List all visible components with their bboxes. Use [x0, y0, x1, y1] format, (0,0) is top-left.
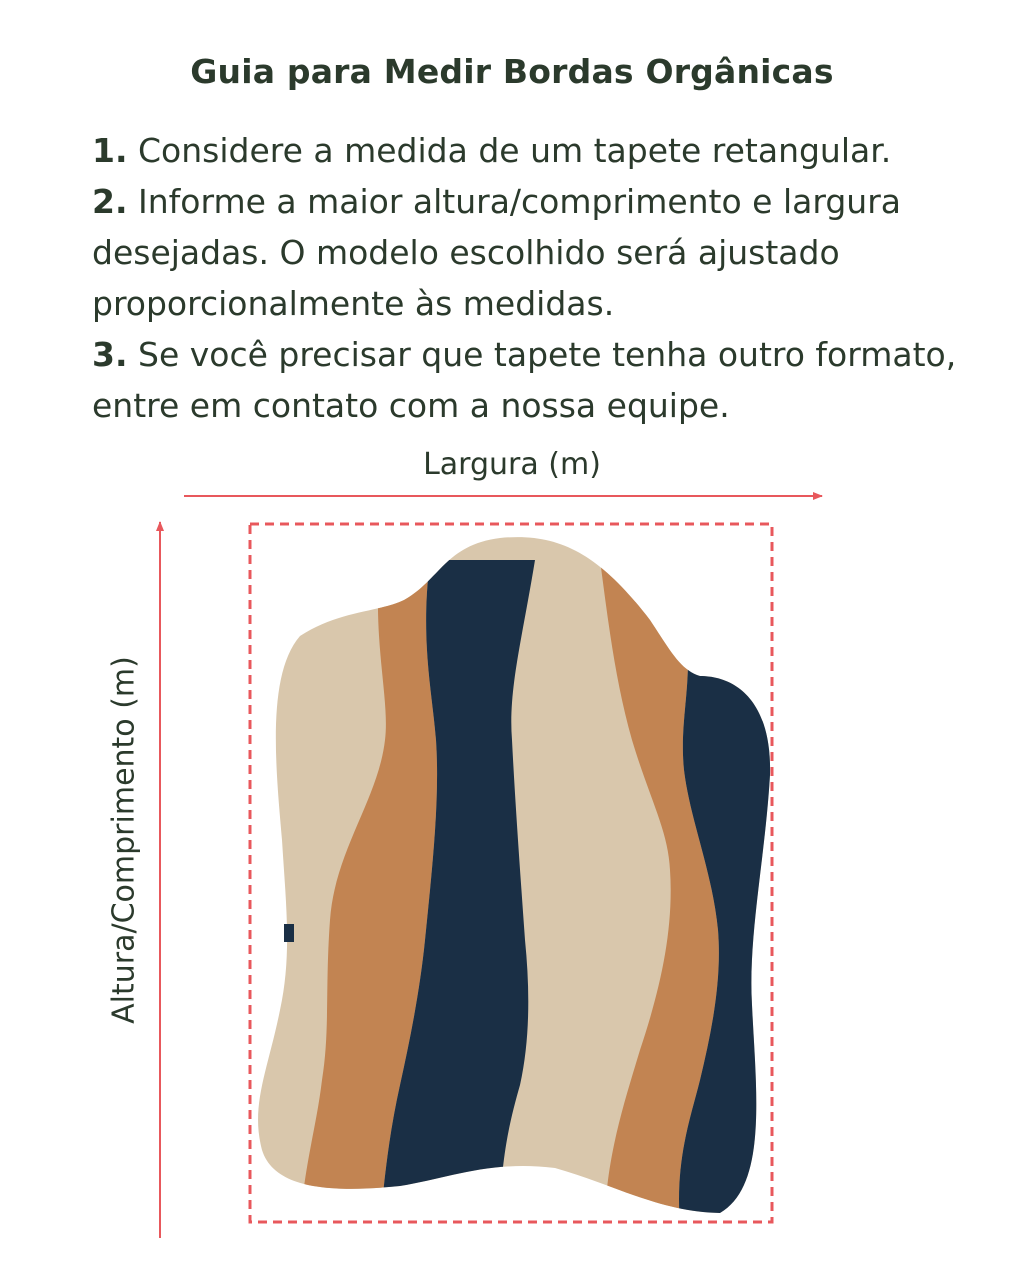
step-number: 3. [92, 335, 128, 374]
page-title: Guia para Medir Bordas Orgânicas [190, 52, 834, 91]
height-label: Altura/Comprimento (m) [106, 656, 142, 1024]
width-label: Largura (m) [423, 447, 601, 482]
rug-tag [284, 924, 294, 942]
step-text: Informe a maior altura/comprimento e largura desejadas. O modelo escolhido será ajustado proporcionalmente às medidas. [92, 182, 901, 323]
step-text: Se você precisar que tapete tenha outro formato, entre em contato com a nossa equipe. [92, 335, 957, 425]
organic-rug-image [240, 520, 790, 1225]
step-number: 1. [92, 131, 128, 170]
step-number: 2. [92, 182, 128, 221]
step-text: Considere a medida de um tapete retangular. [138, 131, 892, 170]
